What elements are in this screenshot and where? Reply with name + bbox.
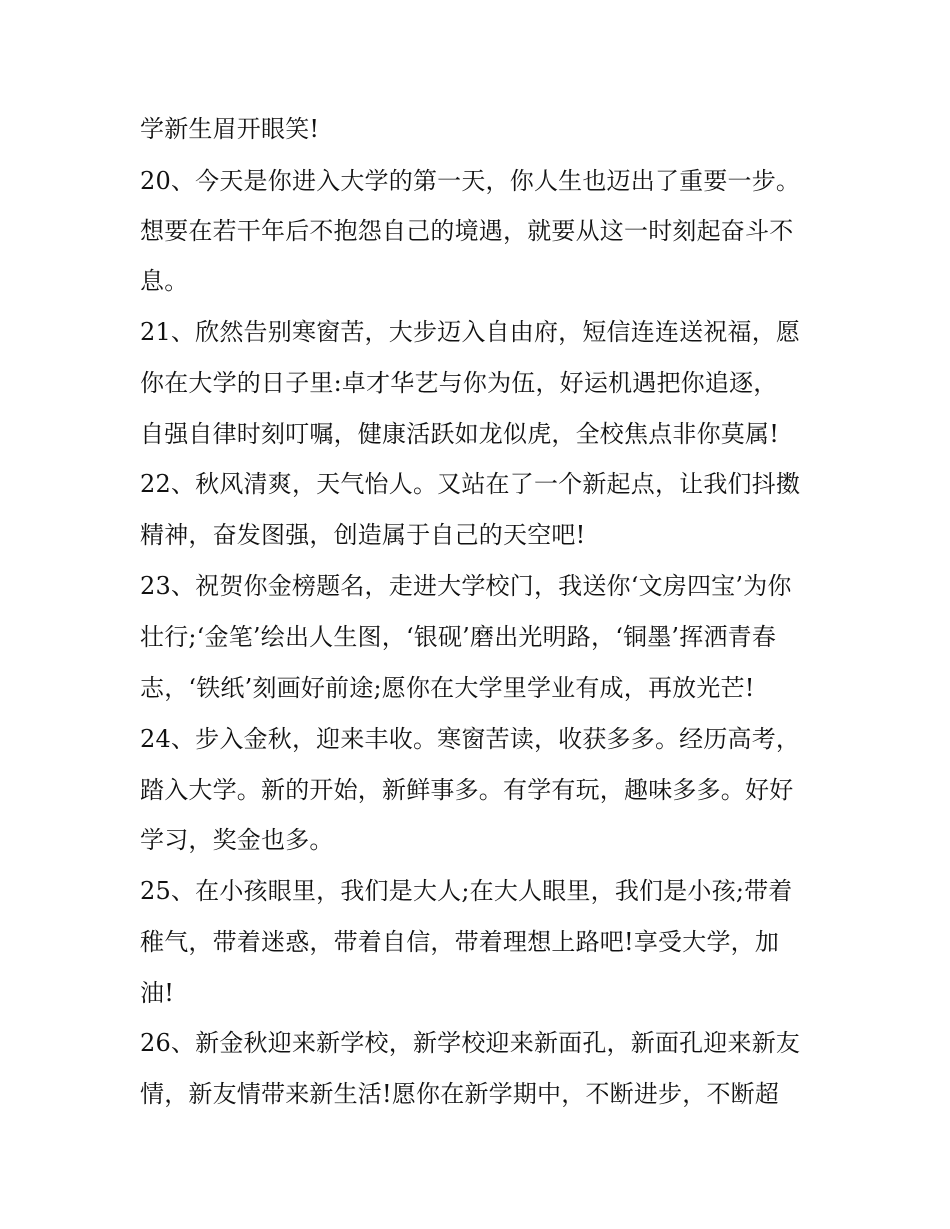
text-line: 22、秋风清爽，天气怡人。又站在了一个新起点，让我们抖擞 — [140, 470, 801, 498]
text-line: 油! — [140, 979, 175, 1007]
text-line: 想要在若干年后不抱怨自己的境遇，就要从这一时刻起奋斗不 — [140, 217, 794, 245]
text-line: 20、今天是你进入大学的第一天，你人生也迈出了重要一步。 — [140, 167, 801, 195]
text-line: 25、在小孩眼里，我们是大人;在大人眼里，我们是小孩;带着 — [140, 877, 793, 905]
text-line: 24、步入金秋，迎来丰收。寒窗苦读，收获多多。经历高考， — [140, 725, 801, 753]
text-line: 踏入大学。新的开始，新鲜事多。有学有玩，趣味多多。好好 — [140, 776, 794, 804]
text-line: 学新生眉开眼笑! — [140, 115, 320, 143]
text-line: 你在大学的日子里:卓才华艺与你为伍，好运机遇把你追逐， — [140, 369, 778, 397]
text-line: 稚气，带着迷惑，带着自信，带着理想上路吧!享受大学，加 — [140, 928, 780, 956]
text-line: 21、欣然告别寒窗苦，大步迈入自由府，短信连连送祝福，愿 — [140, 318, 801, 346]
text-line: 自强自律时刻叮嘱，健康活跃如龙似虎，全校焦点非你莫属! — [140, 420, 780, 448]
text-line: 精神，奋发图强，创造属于自己的天空吧! — [140, 521, 586, 549]
text-line: 息。 — [140, 267, 189, 295]
text-line: 志，‘铁纸’刻画好前途;愿你在大学里学业有成，再放光芒! — [140, 674, 755, 702]
text-line: 26、新金秋迎来新学校，新学校迎来新面孔，新面孔迎来新友 — [140, 1029, 801, 1057]
text-line: 23、祝贺你金榜题名，走进大学校门，我送你‘文房四宝’为你 — [140, 572, 792, 600]
text-line: 壮行;‘金笔’绘出人生图，‘银砚’磨出光明路，‘铜墨’挥洒青春 — [140, 623, 777, 651]
text-line: 情，新友情带来新生活!愿你在新学期中，不断进步，不断超 — [140, 1080, 780, 1108]
text-line: 学习，奖金也多。 — [140, 826, 334, 854]
